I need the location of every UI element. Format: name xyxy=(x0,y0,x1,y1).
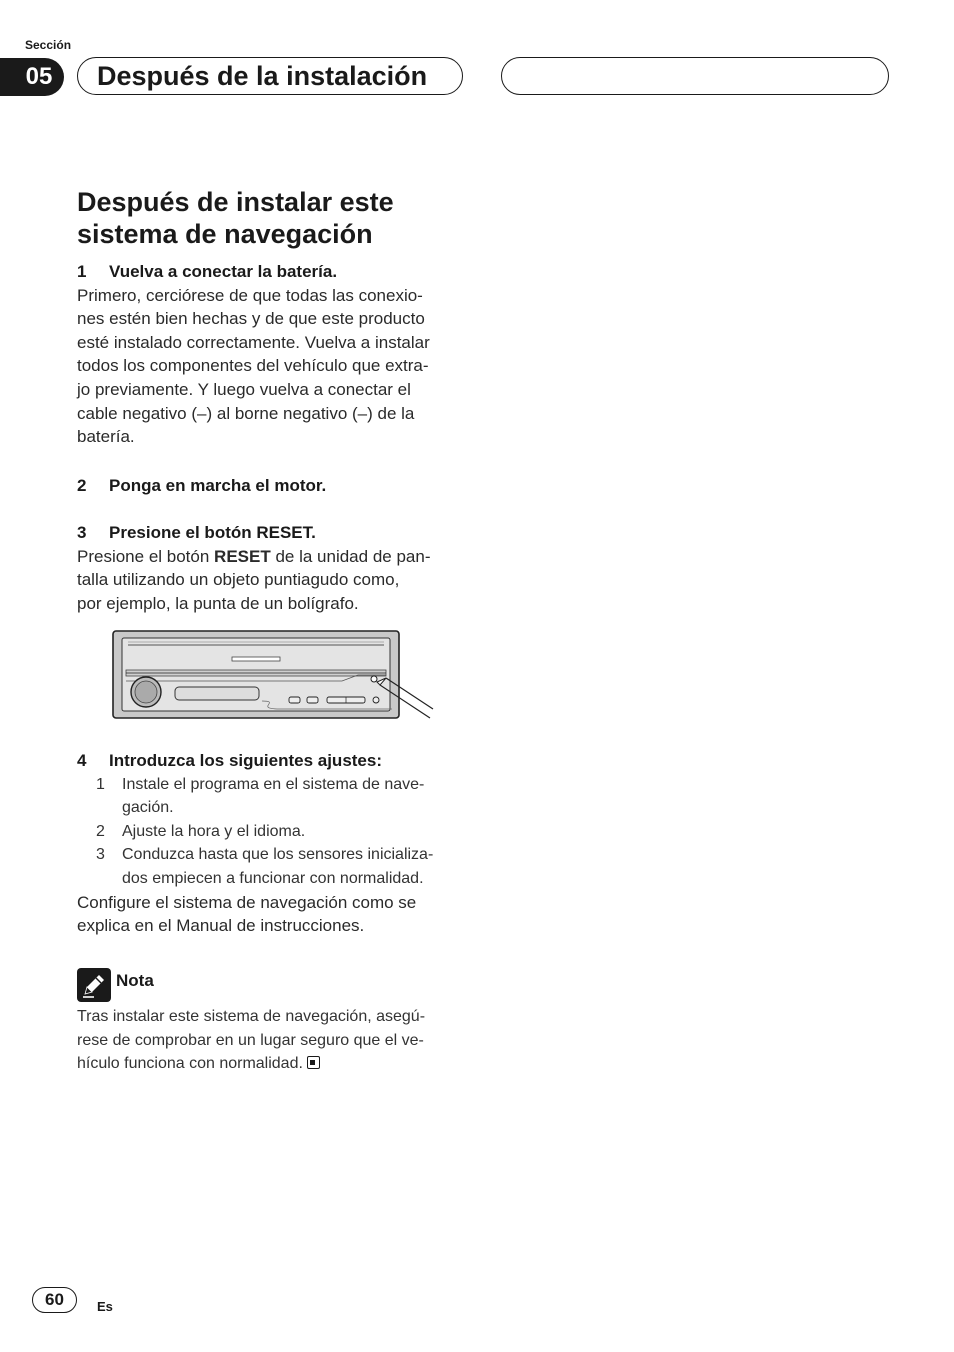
step-3 xyxy=(77,521,469,615)
page-title-line-1: Después de instalar este xyxy=(77,187,394,217)
text-fragment: hículo funciona con normalidad. xyxy=(77,1055,303,1073)
text-line: gación. xyxy=(122,799,174,817)
text-line: Instale el programa en el sistema de nave- xyxy=(122,775,425,793)
step-3-body xyxy=(77,545,469,616)
text-line: dos empiecen a funcionar con normalidad. xyxy=(122,869,424,887)
text-line: Tras instalar este sistema de navegación, asegú- xyxy=(77,1008,426,1025)
text-fragment: de la unidad de pan- xyxy=(270,546,431,566)
step-title: Presione el botón RESET. xyxy=(109,523,316,542)
text-line: todos los componentes del vehículo que extra- xyxy=(77,356,429,376)
text-fragment: Presione el botón xyxy=(77,546,215,566)
text-line: jo previamente. Y luego vuelva a conectar el xyxy=(77,379,411,399)
step-number: 2 xyxy=(77,476,87,495)
sub-item-1 xyxy=(77,773,469,820)
sub-item-number: 3 xyxy=(96,846,105,864)
text-line: Conduzca hasta que los sensores inicializa- xyxy=(122,846,434,864)
text-line: Ajuste la hora y el idioma. xyxy=(122,822,306,840)
step-number: 4 xyxy=(77,751,87,770)
step-4 xyxy=(77,749,469,938)
section-label: Sección xyxy=(25,38,72,52)
sub-item-2 xyxy=(77,820,469,844)
step-number: 3 xyxy=(77,523,87,542)
sub-item-number: 2 xyxy=(96,822,105,840)
section-number-badge: 05 xyxy=(0,58,64,96)
step-title: Vuelva a conectar la batería. xyxy=(109,262,338,281)
text-line: cable negativo (–) al borne negativo (–) de la xyxy=(77,403,415,423)
empty-header-frame xyxy=(501,57,889,95)
end-of-section-icon xyxy=(307,1056,320,1069)
page-title xyxy=(77,186,477,250)
step-title: Ponga en marcha el motor. xyxy=(109,476,327,495)
text-line: Configure el sistema de navegación como se xyxy=(77,892,417,912)
section-title: Después de la instalación xyxy=(97,61,428,91)
note-label: Nota xyxy=(116,971,154,990)
text-line: por ejemplo, la punta de un bolígrafo. xyxy=(77,593,359,613)
text-line xyxy=(77,545,469,569)
text-line xyxy=(77,1052,461,1076)
sub-item-3 xyxy=(77,843,469,890)
step-2 xyxy=(77,474,469,498)
sub-item-number: 1 xyxy=(96,775,105,793)
note-text xyxy=(77,1005,461,1076)
page-title-line-2: sistema de navegación xyxy=(77,219,373,249)
step-3-heading xyxy=(77,521,469,545)
text-line: rese de comprobar en un lugar seguro que el ve- xyxy=(77,1031,424,1049)
text-line: batería. xyxy=(77,427,135,447)
step-number: 1 xyxy=(77,262,87,281)
text-line: Primero, cerciórese de que todas las conexio- xyxy=(77,285,423,305)
language-code: Es xyxy=(97,1299,113,1314)
reset-keyword: RESET xyxy=(214,546,271,566)
text-line: talla utilizando un objeto puntiagudo como, xyxy=(77,570,400,590)
text-line: explica en el Manual de instrucciones. xyxy=(77,916,365,936)
step-1-heading xyxy=(77,260,469,284)
step-4-heading xyxy=(77,749,469,773)
reset-button-icon xyxy=(371,676,377,682)
step-4-body xyxy=(77,891,469,938)
text-line: nes estén bien hechas y de que este producto xyxy=(77,309,425,329)
page-number: 60 xyxy=(32,1287,77,1313)
step-1-body xyxy=(77,284,469,449)
text-line: esté instalado correctamente. Vuelva a instalar xyxy=(77,332,430,352)
step-2-heading xyxy=(77,474,469,498)
pencil-note-icon xyxy=(77,968,111,1002)
step-title: Introduzca los siguientes ajustes: xyxy=(109,751,383,770)
head-unit-reset-illustration xyxy=(112,629,434,723)
step-1 xyxy=(77,260,469,449)
